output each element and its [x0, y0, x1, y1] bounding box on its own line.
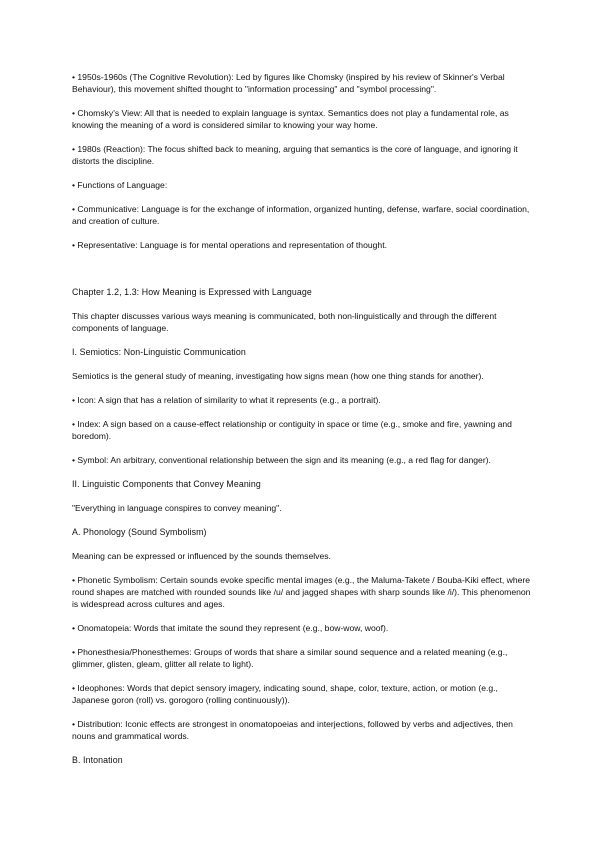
linguistic-heading: II. Linguistic Components that Convey Meaning: [72, 479, 261, 489]
bullet-icon: • Icon: A sign that has a relation of similarity to what it represents (e.g., a portrait).: [72, 395, 381, 405]
bullet-communicative: • Communicative: Language is for the exchange of information, organized hunting, defense, warfare, social coordination, and creation of culture.: [72, 204, 530, 226]
bullet-distribution: • Distribution: Iconic effects are strongest in onomatopoeias and interjections, followed by verbs and adjectives, then nouns and grammatical words.: [72, 719, 513, 741]
semiotics-heading: I. Semiotics: Non-Linguistic Communication: [72, 347, 246, 357]
bullet-ideophones: • Ideophones: Words that depict sensory imagery, indicating sound, shape, color, texture, action, or motion (e.g., Japanese goron (roll) vs. gorogoro (rolling continuously)).: [72, 683, 498, 705]
phonology-heading: A. Phonology (Sound Symbolism): [72, 527, 207, 537]
bullet-functions-of-language: • Functions of Language:: [72, 180, 168, 190]
linguistic-quote: "Everything in language conspires to convey meaning".: [72, 503, 282, 513]
bullet-symbol: • Symbol: An arbitrary, conventional relationship between the sign and its meaning (e.g., a red flag for danger).: [72, 455, 491, 465]
phonology-intro: Meaning can be expressed or influenced by the sounds themselves.: [72, 551, 331, 561]
bullet-1980s-reaction: • 1980s (Reaction): The focus shifted back to meaning, arguing that semantics is the core of language, and ignoring it distorts the discipline.: [72, 144, 518, 166]
intonation-heading: B. Intonation: [72, 755, 123, 765]
semiotics-intro: Semiotics is the general study of meaning, investigating how signs mean (how one thing stands for another).: [72, 371, 484, 381]
chapter-heading: Chapter 1.2, 1.3: How Meaning is Expressed with Language: [72, 287, 312, 297]
bullet-index: • Index: A sign based on a cause-effect relationship or contiguity in space or time (e.g., smoke and fire, yawning and boredom).: [72, 419, 512, 441]
bullet-phonesthesia: • Phonesthesia/Phonesthemes: Groups of words that share a similar sound sequence and a related meaning (e.g., glimmer, glisten, gleam, glitter all relate to light).: [72, 647, 508, 669]
chapter-intro: This chapter discusses various ways meaning is communicated, both non-linguistically and through the different components of language.: [72, 311, 497, 333]
section-gap: [72, 263, 532, 286]
bullet-representative: • Representative: Language is for mental operations and representation of thought.: [72, 240, 387, 250]
bullet-cognitive-revolution: • 1950s-1960s (The Cognitive Revolution): Led by figures like Chomsky (inspired by his review of Skinner's Verbal Behaviour), this movement shifted thought to "information processing" and "symbol processing".: [72, 72, 505, 94]
bullet-chomsky-view: • Chomsky's View: All that is needed to explain language is syntax. Semantics does not play a fundamental role, as knowing the meaning of a word is considered similar to knowing your way home.: [72, 108, 509, 130]
document-page: [72, 71, 532, 778]
bullet-onomatopeia: • Onomatopeia: Words that imitate the sound they represent (e.g., bow-wow, woof).: [72, 623, 389, 633]
bullet-phonetic-symbolism: • Phonetic Symbolism: Certain sounds evoke specific mental images (e.g., the Maluma-Takete / Bouba-Kiki effect, where round shapes are matched with rounded sounds like /u/ and jagged shapes with sharp sounds like /i/). This phenomenon is widespread across cultures and ages.: [72, 575, 531, 609]
